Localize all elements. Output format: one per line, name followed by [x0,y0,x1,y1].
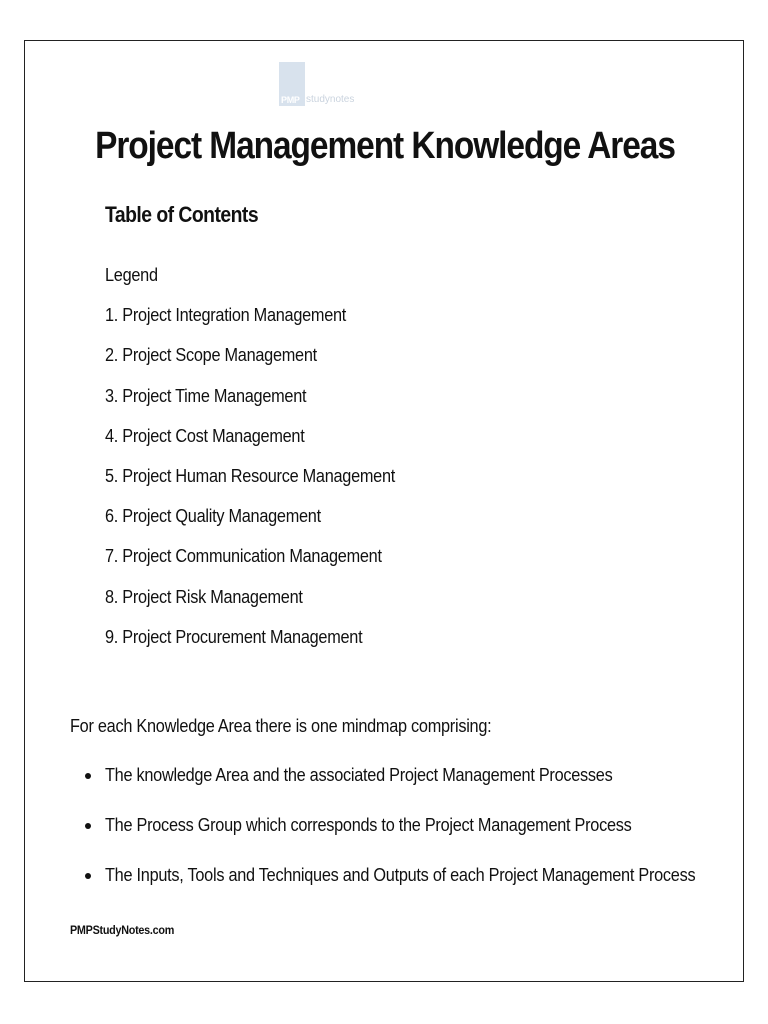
bullet-text: The Process Group which corresponds to the Project Management Process [105,814,632,835]
toc-heading: Table of Contents [105,202,259,227]
toc-item-communication[interactable]: 7. Project Communication Management [105,545,382,567]
bullet-item [85,763,768,813]
toc-item-human-resource[interactable]: 5. Project Human Resource Management [105,464,396,486]
toc-item-integration[interactable]: 1. Project Integration Management [105,304,347,326]
toc-item-scope[interactable]: 2. Project Scope Management [105,344,317,366]
bullet-icon [85,823,91,829]
bullet-icon [85,773,91,779]
bullet-icon [85,873,91,879]
toc-item-cost[interactable]: 4. Project Cost Management [105,424,305,446]
bullet-text: The knowledge Area and the associated Project Management Processes [105,764,613,785]
bullet-item [85,813,768,863]
pmp-studynotes-logo [279,62,354,106]
page-title: Project Management Knowledge Areas [95,125,675,167]
intro-paragraph: For each Knowledge Area there is one mindmap comprising: [70,715,492,736]
logo-wordmark: studynotes [306,94,355,105]
toc-item-time[interactable]: 3. Project Time Management [105,384,307,406]
bullet-item [85,863,768,913]
toc-item-legend[interactable]: Legend [105,264,158,285]
document-page [24,40,744,982]
toc-item-procurement[interactable]: 9. Project Procurement Management [105,625,363,647]
toc-item-quality[interactable]: 6. Project Quality Management [105,505,321,527]
bullet-text: The Inputs, Tools and Techniques and Outputs of each Project Management Process [105,864,696,885]
toc-item-risk[interactable]: 8. Project Risk Management [105,585,303,607]
toc-list [105,263,435,665]
logo-mark-text: PMP [281,95,300,105]
bullet-list [85,763,768,913]
footer-site-name: PMPStudyNotes.com [70,923,175,937]
logo-mark [279,62,305,106]
